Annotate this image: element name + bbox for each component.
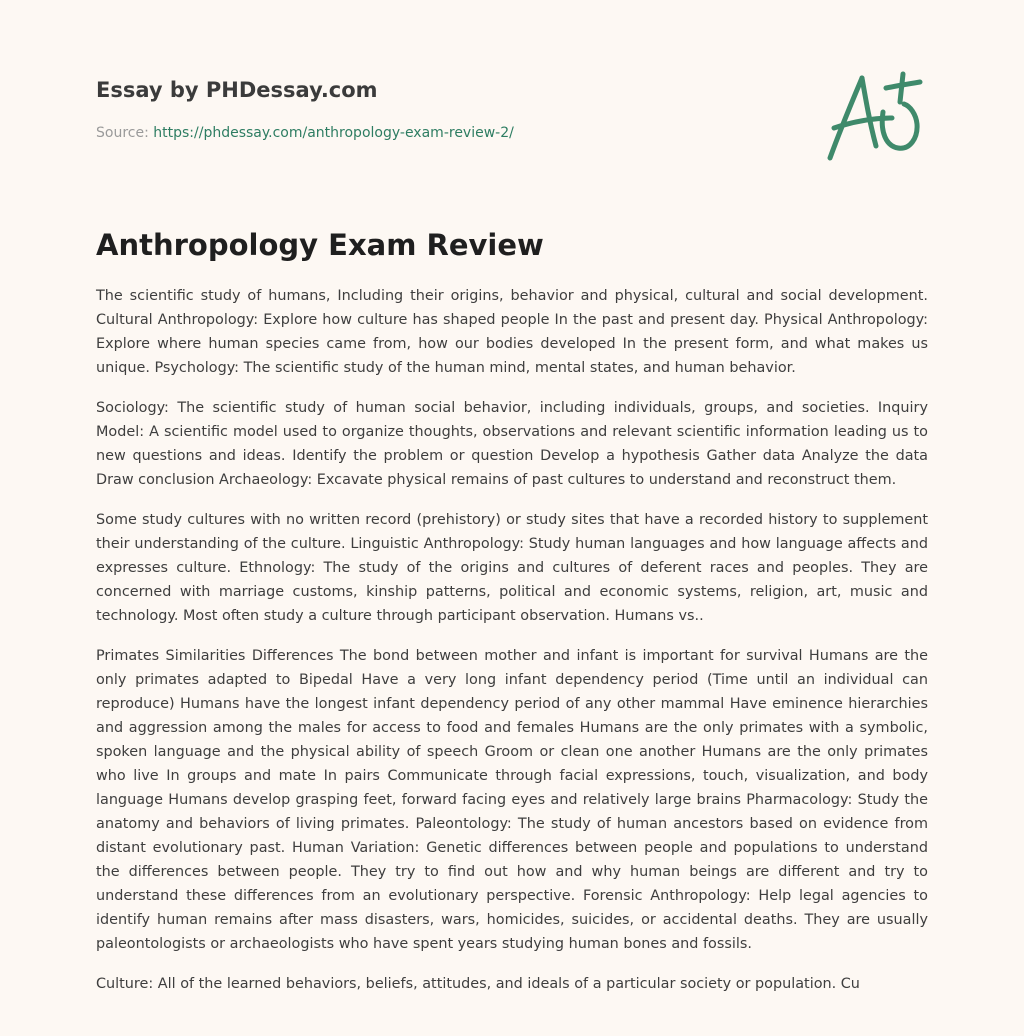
document-title: Anthropology Exam Review [96, 228, 544, 262]
site-title: Essay by PHDessay.com [96, 78, 378, 102]
source-line [96, 124, 928, 142]
paragraph: The scientific study of humans, Including their origins, behavior and physical, cultural and social development. Cultural Anthropology: Explore how culture has shaped people In the past and present day. Physical Anthropology: Explore where human species came from, how our bodies developed In the present form, and what makes us unique. Psychology: The scientific study of the human mind, mental states, and human behavior. [96, 288, 928, 376]
page-header [96, 76, 928, 142]
paragraph: Primates Similarities Differences The bond between mother and infant is important for survival Humans are the only primates adapted to Bipedal Have a very long infant dependency period (Time until an individual can reproduce) Humans have the longest infant dependency period of any other mammal Have eminence hierarchies and aggression among the males for access to food and females Humans are the only primates with a symbolic, spoken language and the physical ability of speech Groom or clean one another Humans are the only primates who live In groups and mate In pairs Communicate through facial expressions, touch, visualization, and body language Humans develop grasping feet, forward facing eyes and relatively large brains Pharmacology: Study the anatomy and behaviors of living primates. Paleontology: The study of human ancestors based on evidence from distant evolutionary past. Human Variation: Genetic differences between people and populations to understand the differences between people. They try to find out how and why human beings are different and try to understand these differences from an evolutionary perspective. Forensic Anthropology: Help legal agencies to identify human remains after mass disasters, wars, homicides, suicides, or accidental deaths. They are usually paleontologists or archaeologists who have spent years studying human bones and fossils. [96, 648, 928, 952]
paragraph: Some study cultures with no written record (prehistory) or study sites that have a recorded history to supplement their understanding of the culture. Linguistic Anthropology: Study human languages and how language affects and expresses culture. Ethnology: The study of the origins and cultures of deferent races and peoples. They are concerned with marriage customs, kinship patterns, political and economic systems, religion, art, music and technology. Most often study a culture through participant observation. Humans vs.. [96, 512, 928, 624]
paragraph: Culture: All of the learned behaviors, beliefs, attitudes, and ideals of a particular society or population. Cu [96, 976, 860, 992]
source-link[interactable]: https://phdessay.com/anthropology-exam-review-2/ [153, 125, 514, 141]
source-label: Source: [96, 125, 154, 141]
document-body [96, 284, 928, 1012]
paragraph: Sociology: The scientific study of human social behavior, including individuals, groups, and societies. Inquiry Model: A scientific model used to organize thoughts, observations and relevant scientific information leading us to new questions and ideas. Identify the problem or question Develop a hypothesis Gather data Analyze the data Draw conclusion Archaeology: Excavate physical remains of past cultures to understand and reconstruct them. [96, 400, 928, 488]
a-plus-logo-icon [820, 66, 930, 166]
